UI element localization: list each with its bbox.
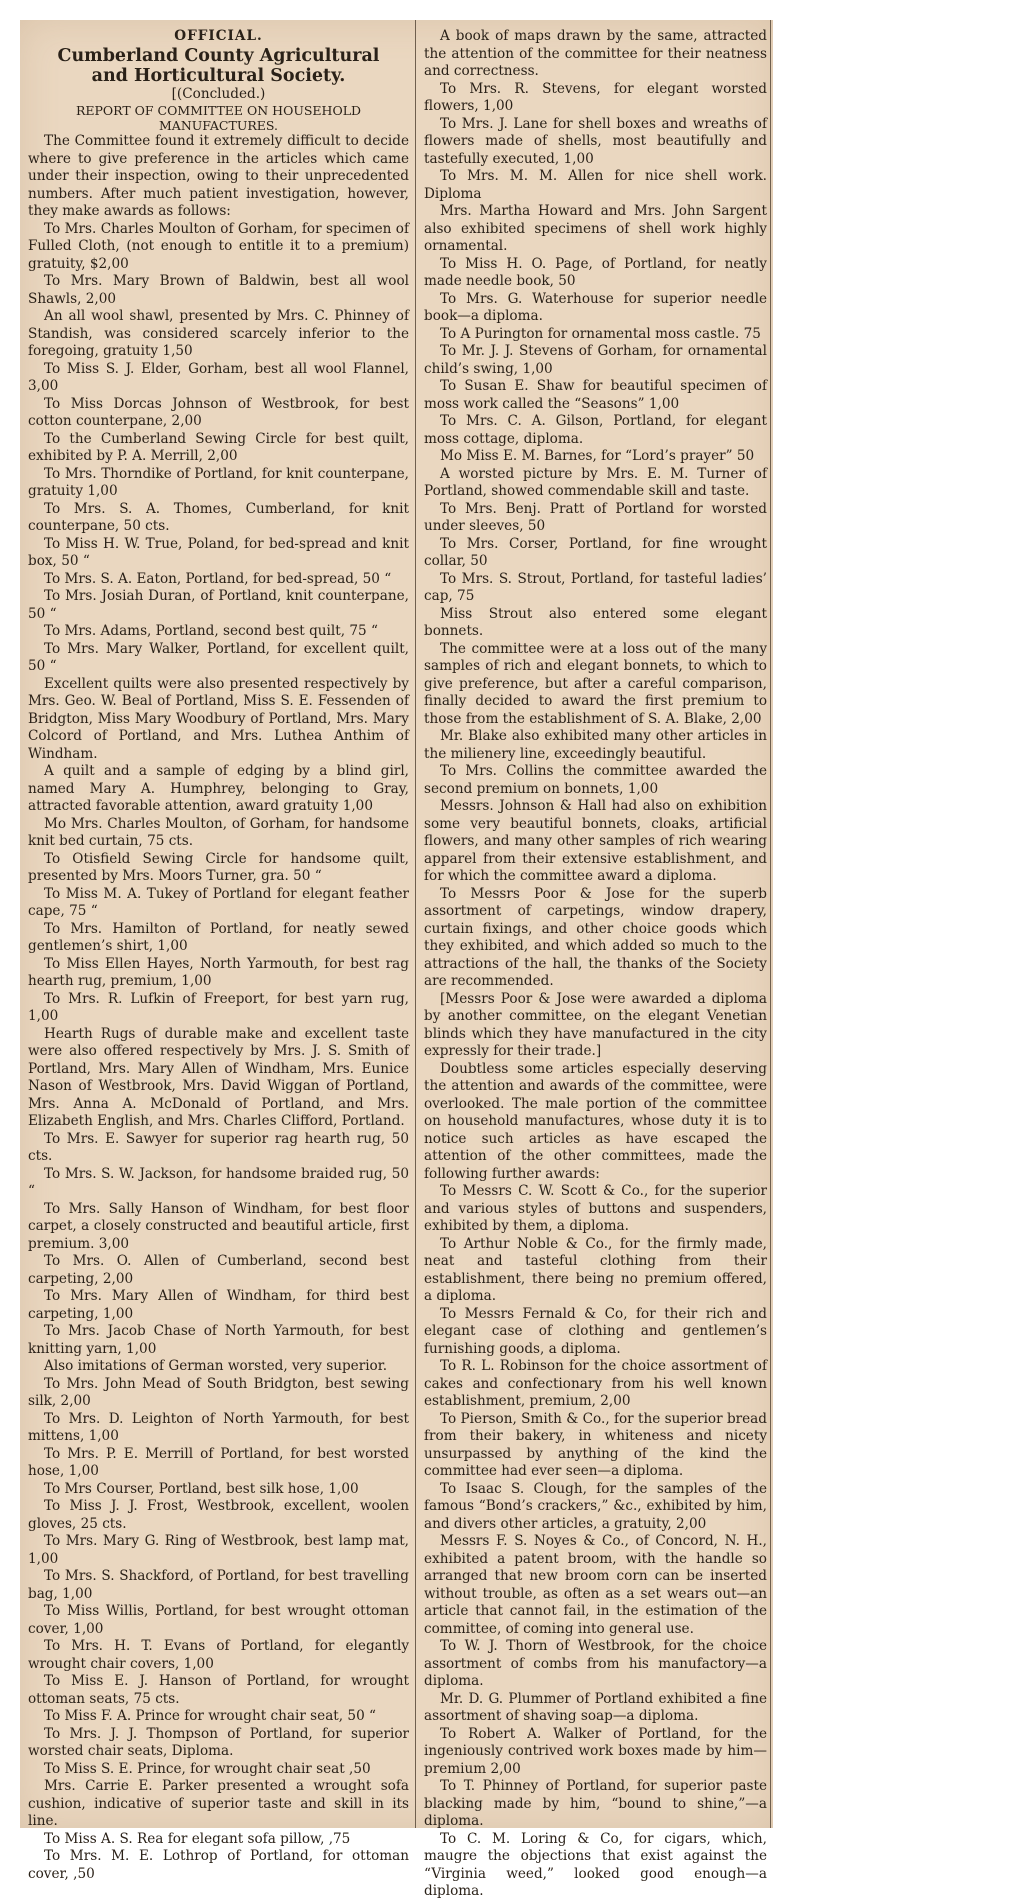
concluded-note: [(Concluded.)	[171, 85, 266, 102]
article-paragraph: To Miss H. W. True, Poland, for bed-spread and knit box, 50 “	[28, 535, 409, 569]
article-paragraph: To Mrs. O. Allen of Cumberland, second best carpeting, 2,00	[28, 1253, 409, 1287]
article-paragraph: To Mrs. P. E. Merrill of Portland, for best worsted hose, 1,00	[28, 1445, 409, 1479]
article-paragraph: A worsted picture by Mrs. E. M. Turner of Portland, showed commendable skill and taste.	[424, 465, 767, 499]
article-paragraph: To Arthur Noble & Co., for the firmly made, neat and tasteful clothing from their establishment, there being no premium offered, a diploma.	[424, 1235, 767, 1304]
article-paragraph: To C. M. Loring & Co, for cigars, which, maugre the objections that exist against the “Virginia weed,” looked good enough—a diploma.	[424, 1830, 767, 1899]
article-paragraph: Messrs F. S. Noyes & Co., of Concord, N. H., exhibited a patent broom, with the handle so arranged that new broom corn can be inserted without trouble, as often as a set wears out—an article that cannot fail, in the estimation of the committee, of coming into general use.	[424, 1533, 767, 1637]
article-paragraph: To Mrs. Charles Moulton of Gorham, for specimen of Fulled Cloth, (not enough to entitle it to a premium) gratuity, $2,00	[28, 220, 409, 272]
left-paragraphs	[28, 133, 409, 1883]
society-title-line-2: and Horticultural Society.	[91, 65, 346, 86]
article-paragraph: Mo Mrs. Charles Moulton, of Gorham, for handsome knit bed curtain, 75 cts.	[28, 815, 409, 849]
article-paragraph: To Mrs. S. W. Jackson, for handsome braided rug, 50 “	[28, 1165, 409, 1199]
newspaper-clipping	[20, 20, 773, 1899]
article-paragraph: To Mrs. S. A. Thomes, Cumberland, for knit counterpane, 50 cts.	[28, 500, 409, 534]
article-paragraph: Hearth Rugs of durable make and excellent taste were also offered respectively by Mrs. J. S. Smith of Portland, Mrs. Mary Allen of Windham, Mrs. Eunice Nason of Westbrook, Mrs. David Wiggan of Portland, Mrs. Anna A. McDonald of Portland, and Mrs. Elizabeth English, and Mrs. Charles Clifford, Portland.	[28, 1025, 409, 1129]
article-paragraph: To Miss Dorcas Johnson of Westbrook, for best cotton counterpane, 2,00	[28, 395, 409, 429]
society-title-line-1: Cumberland County Agricultural	[57, 45, 380, 66]
article-paragraph: To Miss H. O. Page, of Portland, for neatly made needle book, 50	[424, 255, 767, 289]
article-paragraph: To Mrs. M. E. Lothrop of Portland, for ottoman cover, ,50	[28, 1848, 409, 1882]
article-paragraph: Messrs. Johnson & Hall had also on exhibition some very beautiful bonnets, cloaks, artificial flowers, and many other samples of rich wearing apparel from their extensive establishment, and for which the committee award a diploma.	[424, 798, 767, 884]
article-paragraph: To Mrs. R. Stevens, for elegant worsted flowers, 1,00	[424, 80, 767, 114]
article-paragraph: Mo Miss E. M. Barnes, for “Lord’s prayer” 50	[440, 448, 755, 464]
article-paragraph: To Mrs. Josiah Duran, of Portland, knit counterpane, 50 “	[28, 588, 409, 622]
article-paragraph: To Robert A. Walker of Portland, for the ingeniously contrived work boxes made by him—premium 2,00	[424, 1725, 767, 1777]
article-paragraph: To Mrs. Mary Walker, Portland, for excellent quilt, 50 “	[28, 640, 409, 674]
article-paragraph: To Mrs. R. Lufkin of Freeport, for best yarn rug, 1,00	[28, 990, 409, 1024]
article-paragraph: To Mrs. Mary Allen of Windham, for third best carpeting, 1,00	[28, 1288, 409, 1322]
article-paragraph: To Messrs Poor & Jose for the superb assortment of carpetings, window drapery, curtain fixings, and other choice goods which they exhibited, and which added so much to the attractions of the hall, the thanks of the Society are recommended.	[424, 885, 767, 989]
article-paragraph: Miss Strout also entered some elegant bonnets.	[424, 605, 767, 639]
article-paragraph: To Mrs. Sally Hanson of Windham, for best floor carpet, a closely constructed and beautiful article, first premium. 3,00	[28, 1200, 409, 1252]
article-paragraph: Excellent quilts were also presented respectively by Mrs. Geo. W. Beal of Portland, Miss S. E. Fessenden of Bridgton, Miss Mary Woodbury of Portland, Mrs. Mary Colcord of Portland, and Mrs. Luthea Anthim of Windham.	[28, 675, 409, 762]
article-paragraph: Doubtless some articles especially deserving the attention and awards of the committee, were overlooked. The male portion of the committee on household manufactures, whose duty it is to notice such articles as have escaped the attention of the other committees, made the following further awards:	[424, 1060, 767, 1182]
report-title: REPORT OF COMMITTEE ON HOUSEHOLD MANUFACTURES.	[75, 103, 362, 133]
article-paragraph: To Miss E. J. Hanson of Portland, for wrought ottoman seats, 75 cts.	[28, 1673, 409, 1707]
article-paragraph: To Mr. J. J. Stevens of Gorham, for ornamental child’s swing, 1,00	[424, 343, 767, 377]
article-paragraph: To A Purington for ornamental moss castle. 75	[440, 325, 761, 342]
article-paragraph: To Mrs. Corser, Portland, for fine wrought collar, 50	[424, 535, 767, 569]
article-paragraph: To Mrs. G. Waterhouse for superior needle book—a diploma.	[424, 290, 767, 324]
right-column	[424, 28, 767, 1899]
article-paragraph: The Committee found it extremely difficult to decide where to give preference in the articles which came under their inspection, owing to their unprecedented numbers. After much patient investigation, however, they make awards as follows:	[28, 133, 409, 219]
official-heading: OFFICIAL.	[174, 28, 263, 44]
article-paragraph: To Mrs. Thorndike of Portland, for knit counterpane, gratuity 1,00	[28, 465, 409, 499]
article-paragraph: To Mrs. Mary Brown of Baldwin, best all wool Shawls, 2,00	[28, 273, 409, 307]
article-paragraph: To Otisfield Sewing Circle for handsome quilt, presented by Mrs. Moors Turner, gra. 50 “	[28, 850, 409, 884]
article-paragraph: To W. J. Thorn of Westbrook, for the choice assortment of combs from his manufactory—a diploma.	[424, 1638, 767, 1689]
right-paragraphs	[424, 28, 767, 1901]
article-paragraph: Mr. D. G. Plummer of Portland exhibited a fine assortment of shaving soap—a diploma.	[424, 1690, 767, 1724]
left-column	[28, 28, 409, 1882]
article-paragraph: To Mrs. S. Shackford, of Portland, for best travelling bag, 1,00	[28, 1568, 409, 1602]
article-paragraph: To Mrs. Adams, Portland, second best quilt, 75 “	[44, 623, 378, 639]
article-paragraph: To Miss M. A. Tukey of Portland for elegant feather cape, 75 “	[28, 885, 409, 919]
article-paragraph: To Miss J. J. Frost, Westbrook, excellent, woolen gloves, 25 cts.	[28, 1498, 409, 1532]
article-paragraph: To Mrs. J. J. Thompson of Portland, for superior worsted chair seats, Diploma.	[28, 1725, 409, 1759]
article-paragraph: To Mrs Courser, Portland, best silk hose, 1,00	[44, 1480, 359, 1497]
article-paragraph: To Mrs. E. Sawyer for superior rag hearth rug, 50 cts.	[28, 1130, 409, 1164]
article-paragraph: Mrs. Martha Howard and Mrs. John Sargent also exhibited specimens of shell work highly ornamental.	[424, 203, 767, 254]
article-paragraph: Also imitations of German worsted, very superior.	[44, 1358, 388, 1374]
article-paragraph: To Mrs. John Mead of South Bridgton, best sewing silk, 2,00	[28, 1375, 409, 1409]
article-paragraph: The committee were at a loss out of the many samples of rich and elegant bonnets, to which to give preference, but after a careful comparison, finally decided to award the first premium to those from the establishment of S. A. Blake, 2,00	[424, 640, 767, 727]
article-paragraph: To Miss S. J. Elder, Gorham, best all wool Flannel, 3,00	[28, 360, 409, 394]
article-paragraph: To Isaac S. Clough, for the samples of the famous “Bond’s crackers,” &c., exhibited by him, and divers other articles, a gratuity, 2,00	[424, 1480, 767, 1532]
article-paragraph: To Mrs. M. M. Allen for nice shell work. Diploma	[424, 168, 767, 202]
article-paragraph: To Mrs. S. A. Eaton, Portland, for bed-spread, 50 “	[44, 570, 392, 587]
article-paragraph: To Pierson, Smith & Co., for the superior bread from their bakery, in whiteness and nicety unsurpassed by anything of the kind the committee had ever seen—a diploma.	[424, 1410, 767, 1479]
article-paragraph: To Mrs. C. A. Gilson, Portland, for elegant moss cottage, diploma.	[424, 413, 767, 447]
column-divider	[415, 20, 416, 1828]
article-paragraph: To Mrs. D. Leighton of North Yarmouth, for best mittens, 1,00	[28, 1410, 409, 1444]
article-paragraph: To Mrs. S. Strout, Portland, for tasteful ladies’ cap, 75	[424, 570, 767, 604]
article-paragraph: To Miss Willis, Portland, for best wrought ottoman cover, 1,00	[28, 1603, 409, 1637]
article-paragraph: To Mrs. H. T. Evans of Portland, for elegantly wrought chair covers, 1,00	[28, 1638, 409, 1672]
article-paragraph: Mr. Blake also exhibited many other articles in the milienery line, exceedingly beautiful.	[424, 728, 767, 762]
article-paragraph: A book of maps drawn by the same, attracted the attention of the committee for their neatness and correctness.	[424, 28, 767, 79]
article-paragraph: An all wool shawl, presented by Mrs. C. Phinney of Standish, was considered scarcely inferior to the foregoing, gratuity 1,50	[28, 308, 409, 359]
article-paragraph: To Messrs C. W. Scott & Co., for the superior and various styles of buttons and suspenders, exhibited by them, a diploma.	[424, 1183, 767, 1234]
article-paragraph: To Mrs. Benj. Pratt of Portland for worsted under sleeves, 50	[424, 500, 767, 534]
article-paragraph: To the Cumberland Sewing Circle for best quilt, exhibited by P. A. Merrill, 2,00	[28, 430, 409, 464]
article-paragraph: To Miss A. S. Rea for elegant sofa pillow, ,75	[44, 1830, 351, 1847]
article-paragraph: To Susan E. Shaw for beautiful specimen of moss work called the “Seasons” 1,00	[424, 378, 767, 412]
article-paragraph: [Messrs Poor & Jose were awarded a diploma by another committee, on the elegant Venetian blinds which they have manufactured in the city expressly for their trade.]	[424, 990, 767, 1059]
article-paragraph: To Mrs. Jacob Chase of North Yarmouth, for best knitting yarn, 1,00	[28, 1323, 409, 1357]
article-paragraph: To Mrs. J. Lane for shell boxes and wreaths of flowers made of shells, most beautifully and tastefully executed, 1,00	[424, 115, 767, 167]
article-paragraph: A quilt and a sample of edging by a blind girl, named Mary A. Humphrey, belonging to Gray, attracted favorable attention, award gratuity 1,00	[28, 763, 409, 814]
article-paragraph: To Mrs. Collins the committee awarded the second premium on bonnets, 1,00	[424, 763, 767, 797]
article-paragraph: To T. Phinney of Portland, for superior paste blacking made by him, “bound to shine,”—a diploma.	[424, 1778, 767, 1829]
article-paragraph: To Miss Ellen Hayes, North Yarmouth, for best rag hearth rug, premium, 1,00	[28, 955, 409, 989]
article-paragraph: To Miss S. E. Prince, for wrought chair seat ,50	[44, 1760, 371, 1777]
article-paragraph: To Miss F. A. Prince for wrought chair seat, 50 “	[44, 1708, 376, 1724]
article-paragraph: To Mrs. Mary G. Ring of Westbrook, best lamp mat, 1,00	[28, 1533, 409, 1567]
right-edge-rule	[770, 20, 771, 1828]
article-paragraph: Mrs. Carrie E. Parker presented a wrought sofa cushion, indicative of superior taste and skill in its line.	[28, 1778, 409, 1829]
article-paragraph: To Mrs. Hamilton of Portland, for neatly sewed gentlemen’s shirt, 1,00	[28, 920, 409, 954]
article-paragraph: To R. L. Robinson for the choice assortment of cakes and confectionary from his well known establishment, premium, 2,00	[424, 1358, 767, 1409]
article-paragraph: To Messrs Fernald & Co, for their rich and elegant case of clothing and gentlemen’s furnishing goods, a diploma.	[424, 1305, 767, 1357]
